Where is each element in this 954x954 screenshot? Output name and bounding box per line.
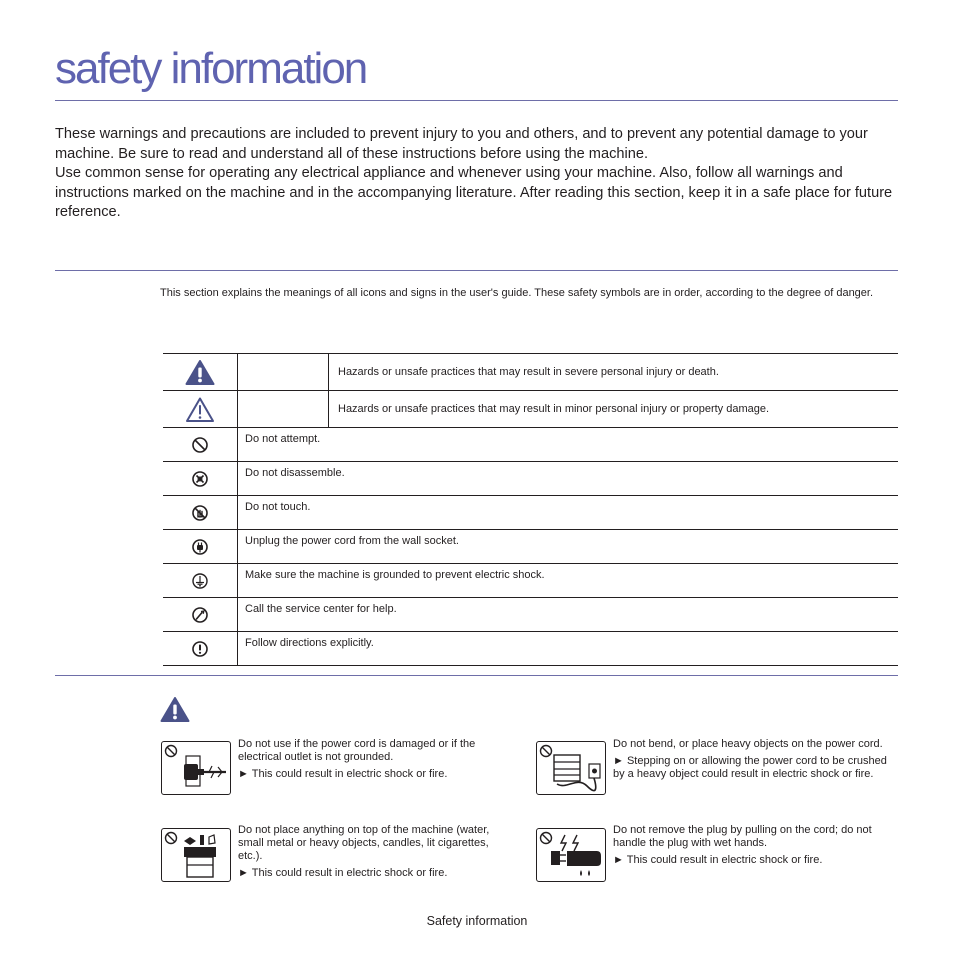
table-row — [163, 530, 898, 564]
do-not-attempt-icon — [191, 436, 209, 454]
sign-description: Do not touch. — [238, 496, 899, 530]
level-description: Hazards or unsafe practices that may result in severe personal injury or death. — [329, 354, 899, 391]
sign-icon-cell — [163, 496, 238, 530]
level-description: Hazards or unsafe practices that may result in minor personal injury or property damage. — [329, 391, 899, 428]
damaged-power-cord-icon — [161, 741, 231, 795]
sign-icon-cell — [163, 462, 238, 496]
warning-filled-triangle-icon — [160, 696, 190, 723]
do-not-disassemble-icon — [191, 470, 209, 488]
sign-description: Make sure the machine is grounded to prevent electric shock. — [238, 564, 899, 598]
service-center-icon — [191, 606, 209, 624]
warning-text: Do not use if the power cord is damaged or if the electrical outlet is not grounded. — [238, 738, 476, 763]
table-row — [163, 564, 898, 598]
table-row — [163, 354, 898, 391]
pull-plug-wet-hands-icon — [536, 828, 606, 882]
page-title: safety information — [55, 44, 367, 93]
level-icon-cell — [163, 391, 238, 428]
ground-icon — [191, 572, 209, 590]
sign-description: Call the service center for help. — [238, 598, 899, 632]
warning-item — [613, 824, 898, 871]
warning-result: ► This could result in electric shock or fire. — [238, 867, 448, 879]
symbols-intro: This section explains the meanings of all icons and signs in the user's guide. These safety symbols are in order, according to the degree of danger. — [160, 287, 874, 299]
level-label-cell — [238, 354, 329, 391]
sign-description: Do not attempt. — [238, 428, 899, 462]
warning-result: ► Stepping on or allowing the power cord to be crushed by a heavy object could result in electric shock or fire. — [613, 755, 887, 780]
table-row — [163, 462, 898, 496]
sign-description: Follow directions explicitly. — [238, 632, 899, 666]
level-icon-cell — [163, 354, 238, 391]
table-row — [163, 598, 898, 632]
section-rule-warnings — [55, 675, 898, 676]
sign-icon-cell — [163, 632, 238, 666]
sign-icon-cell — [163, 598, 238, 632]
caution-outline-triangle-icon — [185, 396, 215, 423]
warning-item — [613, 738, 893, 785]
warning-text: Do not remove the plug by pulling on the cord; do not handle the plug with wet hands. — [613, 824, 872, 849]
page-footer: Safety information — [426, 914, 528, 928]
warning-filled-triangle-icon — [185, 359, 215, 386]
intro-paragraph-2: Use common sense for operating any electrical appliance and whenever using your machine. Also, follow all warnings and instructions marked on the machine and in the accompanying literature. After reading this section, keep it in a safe place for future reference. — [55, 165, 893, 220]
unplug-icon — [191, 538, 209, 556]
table-row — [163, 428, 898, 462]
symbols-table — [163, 353, 898, 666]
warning-text: Do not bend, or place heavy objects on the power cord. — [613, 738, 883, 750]
sign-icon-cell — [163, 564, 238, 598]
title-rule — [55, 100, 898, 101]
sign-description: Do not disassemble. — [238, 462, 899, 496]
do-not-touch-icon — [191, 504, 209, 522]
warning-item — [238, 738, 506, 785]
table-row — [163, 391, 898, 428]
sign-icon-cell — [163, 530, 238, 564]
table-row — [163, 632, 898, 666]
warning-result: ► This could result in electric shock or fire. — [238, 768, 448, 780]
intro-paragraph-1: These warnings and precautions are included to prevent injury to you and others, and to prevent any potential damage to your machine. Be sure to read and understand all of these instructions before using the machine. — [55, 126, 868, 162]
bent-power-cord-icon — [536, 741, 606, 795]
level-label-cell — [238, 391, 329, 428]
sign-icon-cell — [163, 428, 238, 462]
objects-on-machine-icon — [161, 828, 231, 882]
warning-item — [238, 824, 513, 884]
warning-text: Do not place anything on top of the machine (water, small metal or heavy objects, candles, lit cigarettes, etc.). — [238, 824, 490, 862]
follow-directions-icon — [191, 640, 209, 658]
section-rule-symbols — [55, 270, 898, 271]
warning-result: ► This could result in electric shock or fire. — [613, 854, 823, 866]
sign-description: Unplug the power cord from the wall socket. — [238, 530, 899, 564]
table-row — [163, 496, 898, 530]
